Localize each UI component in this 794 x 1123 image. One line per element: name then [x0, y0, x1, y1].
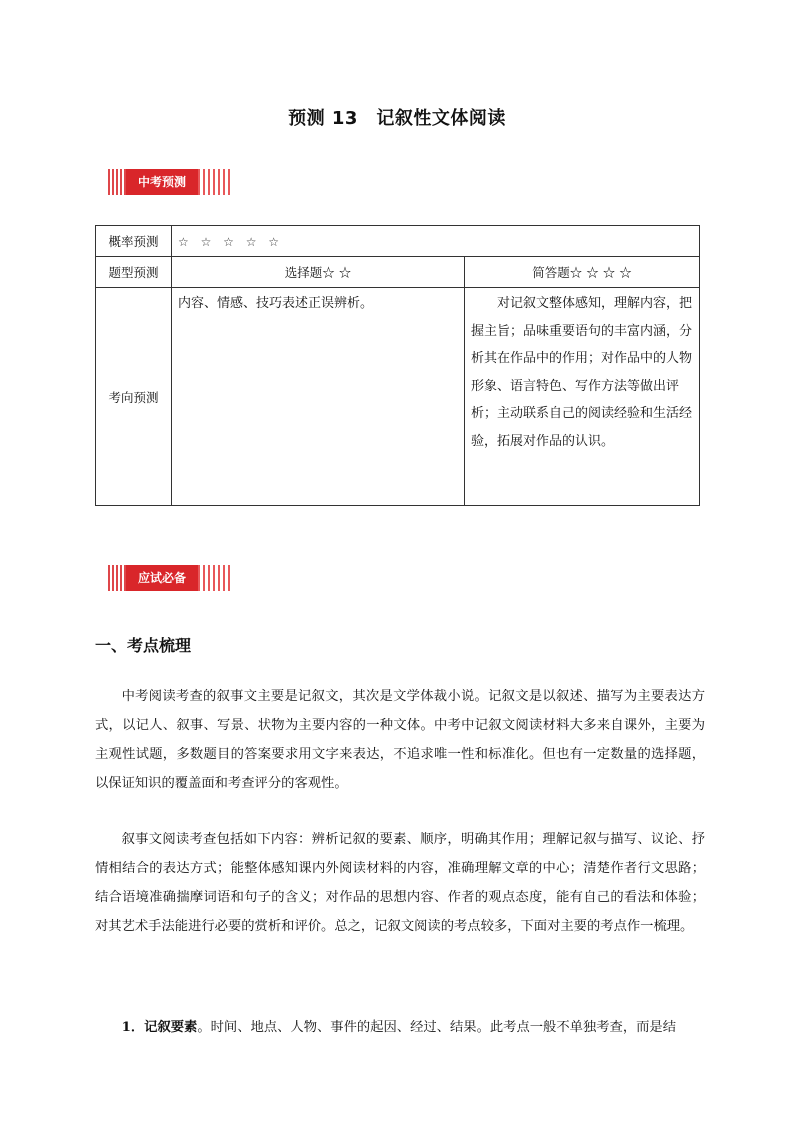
- banner-label: 中考预测: [126, 169, 198, 195]
- essay-question-type: 简答题☆ ☆ ☆ ☆: [465, 257, 700, 288]
- essay-direction-text: 对记叙文整体感知，理解内容，把握主旨；品味重要语句的丰富内涵，分析其在作品中的作用；对作品中的人物形象、语言特色、写作方法等做出评析；主动联系自己的阅读经验和生活经验，拓展对作品的认识。: [471, 296, 693, 449]
- point-text: 。时间、地点、人物、事件的起因、经过、结果。此考点一般不单独考查，而是结: [197, 1020, 677, 1035]
- banner-stripe-left: [108, 169, 126, 195]
- body-paragraph-2: 叙事文阅读考查包括如下内容：辨析记叙的要素、顺序，明确其作用；理解记叙与描写、议论、抒情相结合的表达方式；能整体感知课内外阅读材料的内容，准确理解文章的中心；清楚作者行文思路；结合语境准确揣摩词语和句子的含义；对作品的思想内容、作者的观点态度，能有自己的看法和体验；对其艺术手法能进行必要的赏析和评价。总之，记叙文阅读的考点较多，下面对主要的考点作一梳理。: [95, 832, 705, 934]
- banner-stripe-right: [198, 565, 232, 591]
- row-label: 概率预测: [96, 226, 172, 257]
- table-row: [96, 257, 700, 288]
- body-paragraph-1: 中考阅读考查的叙事文主要是记叙文，其次是文学体裁小说。记叙文是以叙述、描写为主要表达方式，以记人、叙事、写景、状物为主要内容的一种文体。中考中记叙文阅读材料大多来自课外，主要为主观性试题，多数题目的答案要求用文字来表达，不追求唯一性和标准化。但也有一定数量的选择题，以保证知识的覆盖面和考查评分的客观性。: [95, 689, 705, 791]
- page-title: 预测 13 记叙性文体阅读: [288, 108, 506, 129]
- section-heading: 一、考点梳理: [95, 636, 192, 655]
- banner-label: 应试必备: [126, 565, 198, 591]
- choice-direction-text: 内容、情感、技巧表述正误辨析。: [178, 296, 374, 311]
- section-banner-forecast: [108, 169, 232, 195]
- table-row: [96, 288, 700, 506]
- body-paragraph-3: [95, 1013, 705, 1042]
- probability-stars: [172, 226, 700, 257]
- choice-question-type: 选择题☆ ☆: [172, 257, 465, 288]
- forecast-table: [95, 225, 700, 506]
- essay-direction-cell: [465, 288, 700, 506]
- row-label: 题型预测: [96, 257, 172, 288]
- banner-stripe-right: [198, 169, 232, 195]
- choice-direction-cell: [172, 288, 465, 506]
- star-rating: ☆ ☆ ☆ ☆ ☆: [178, 234, 284, 249]
- banner-stripe-left: [108, 565, 126, 591]
- table-row: [96, 226, 700, 257]
- section-banner-prep: [108, 565, 232, 591]
- row-label: 考向预测: [96, 288, 172, 506]
- point-heading: 1．记叙要素: [121, 1020, 198, 1035]
